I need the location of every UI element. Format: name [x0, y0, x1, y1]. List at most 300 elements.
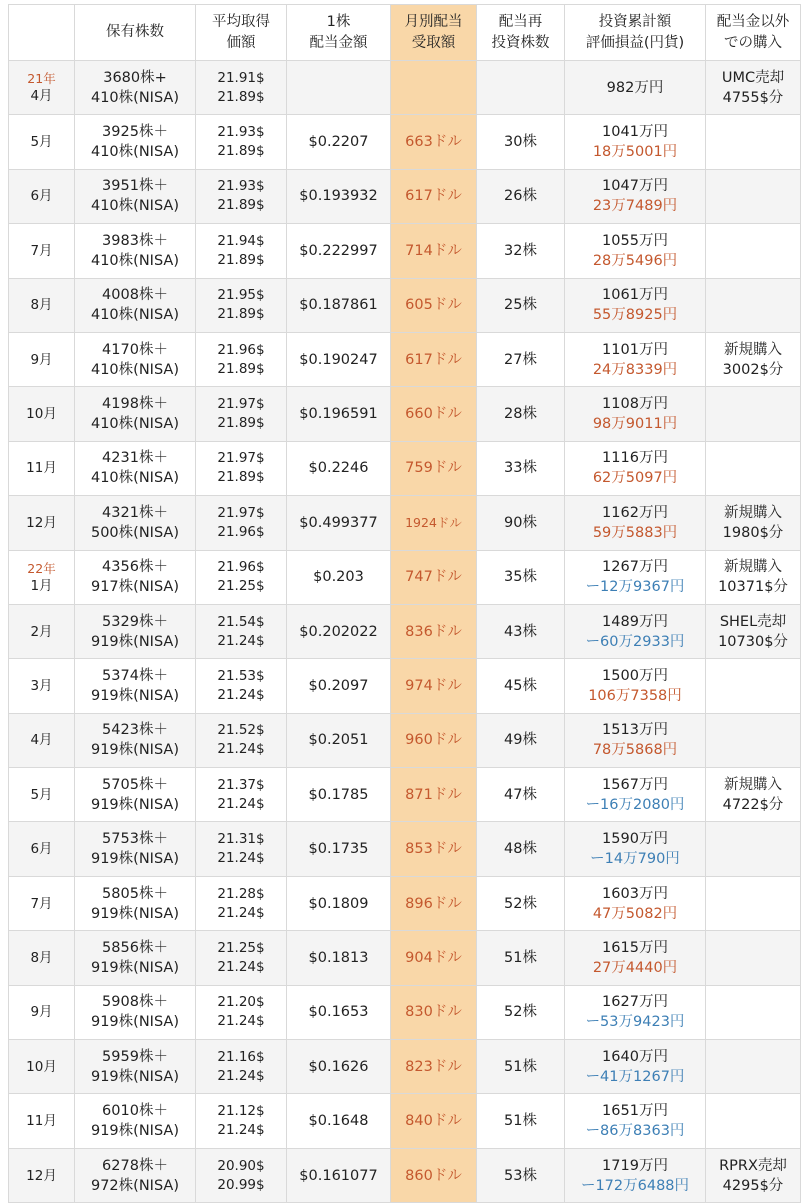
- investment-total: 1513万円: [602, 722, 668, 739]
- valuation-cell: [565, 659, 706, 713]
- header-reinvest-line1: 配当再: [498, 13, 543, 30]
- investment-total: 1116万円: [602, 450, 668, 467]
- month-label: 12月: [26, 514, 57, 531]
- shares-taxable: 4356株＋: [102, 559, 168, 576]
- month-cell: [9, 332, 75, 386]
- avg-price-nisa: 21.24$: [217, 632, 265, 649]
- monthly-dividend-cell: 747ドル: [391, 550, 477, 604]
- investment-total: 1603万円: [602, 885, 668, 902]
- monthly-dividend-cell: 836ドル: [391, 604, 477, 658]
- valuation-cell: [565, 1040, 706, 1094]
- month-label: 5月: [30, 786, 53, 803]
- avg-price-cell: [196, 441, 287, 495]
- reinvest-shares-cell: 51株: [477, 1040, 565, 1094]
- month-cell: [9, 768, 75, 822]
- monthly-dividend-cell: 871ドル: [391, 768, 477, 822]
- monthly-dividend-cell: 840ドル: [391, 1094, 477, 1148]
- avg-price-cell: [196, 278, 287, 332]
- valuation-cell: [565, 332, 706, 386]
- profit-loss: ー12万9367円: [585, 579, 685, 596]
- profit-loss: ー41万1267円: [585, 1068, 685, 1085]
- dividend-per-share-cell: $0.190247: [287, 332, 391, 386]
- month-cell: [9, 1040, 75, 1094]
- reinvest-shares-cell: 32株: [477, 224, 565, 278]
- month-label: 7月: [30, 895, 53, 912]
- header-reinvest: [477, 5, 565, 61]
- other-purchase-cell: [706, 115, 801, 169]
- monthly-dividend-cell: 617ドル: [391, 332, 477, 386]
- avg-price-nisa: 21.89$: [217, 88, 265, 105]
- dividend-per-share-cell: $0.1648: [287, 1094, 391, 1148]
- shares-cell: [75, 604, 196, 658]
- investment-total: 1500万円: [602, 667, 668, 684]
- avg-price-nisa: 21.24$: [217, 795, 265, 812]
- reinvest-shares-cell: 33株: [477, 441, 565, 495]
- month-label: 5月: [30, 134, 53, 151]
- dividend-per-share-cell: [287, 61, 391, 115]
- reinvest-shares-cell: 48株: [477, 822, 565, 876]
- avg-price-nisa: 21.24$: [217, 904, 265, 921]
- monthly-dividend-cell: 853ドル: [391, 822, 477, 876]
- header-div-line1: 月別配当: [404, 13, 463, 30]
- avg-price-cell: [196, 713, 287, 767]
- avg-price-cell: [196, 332, 287, 386]
- profit-loss: 98万9011円: [592, 416, 678, 433]
- shares-nisa: 919株(NISA): [90, 796, 179, 813]
- table-row: [9, 169, 801, 223]
- shares-taxable: 5374株＋: [102, 667, 168, 684]
- shares-nisa: 919株(NISA): [90, 851, 179, 868]
- other-purchase-line2: 3002$分: [722, 361, 784, 378]
- shares-taxable: 6278株＋: [102, 1157, 168, 1174]
- table-row: [9, 822, 801, 876]
- monthly-dividend-cell: 974ドル: [391, 659, 477, 713]
- profit-loss: 28万5496円: [592, 252, 678, 269]
- shares-taxable: 5856株＋: [102, 939, 168, 956]
- avg-price-cell: [196, 496, 287, 550]
- month-label: 12月: [26, 1167, 57, 1184]
- reinvest-shares-cell: 27株: [477, 332, 565, 386]
- table-body: [9, 61, 801, 1203]
- month-cell: [9, 441, 75, 495]
- other-purchase-line1: RPRX売却: [719, 1157, 787, 1174]
- profit-loss: ー16万2080円: [585, 796, 685, 813]
- header-other-line2: での購入: [724, 34, 782, 51]
- avg-price-nisa: 21.24$: [217, 1122, 265, 1139]
- shares-cell: [75, 768, 196, 822]
- profit-loss: 18万5001円: [592, 144, 678, 161]
- month-cell: [9, 169, 75, 223]
- header-monthly-dividend: [391, 5, 477, 61]
- reinvest-shares-cell: [477, 61, 565, 115]
- valuation-cell: [565, 985, 706, 1039]
- avg-price-cell: [196, 985, 287, 1039]
- avg-price-cell: [196, 931, 287, 985]
- month-cell: [9, 278, 75, 332]
- reinvest-shares-cell: 45株: [477, 659, 565, 713]
- avg-price-nisa: 21.89$: [217, 197, 265, 214]
- profit-loss: 24万8339円: [592, 361, 678, 378]
- profit-loss: ー60万2933円: [585, 633, 685, 650]
- table-row: [9, 604, 801, 658]
- shares-taxable: 3983株＋: [102, 232, 168, 249]
- other-purchase-cell: [706, 278, 801, 332]
- avg-price-cell: [196, 768, 287, 822]
- month-cell: [9, 713, 75, 767]
- reinvest-shares-cell: 51株: [477, 1094, 565, 1148]
- table-row: [9, 61, 801, 115]
- month-label: 9月: [30, 351, 53, 368]
- avg-price-nisa: 21.96$: [217, 523, 265, 540]
- avg-price-taxable: 21.96$: [217, 559, 265, 576]
- avg-price-nisa: 21.89$: [217, 306, 265, 323]
- month-cell: [9, 985, 75, 1039]
- other-purchase-cell: [706, 659, 801, 713]
- other-purchase-cell: [706, 985, 801, 1039]
- month-label: 9月: [30, 1004, 53, 1021]
- avg-price-nisa: 21.24$: [217, 958, 265, 975]
- table-row: [9, 115, 801, 169]
- monthly-dividend-cell: 605ドル: [391, 278, 477, 332]
- reinvest-shares-cell: 35株: [477, 550, 565, 604]
- shares-cell: [75, 931, 196, 985]
- avg-price-nisa: 21.24$: [217, 741, 265, 758]
- shares-taxable: 4231株＋: [102, 450, 168, 467]
- other-purchase-cell: [706, 550, 801, 604]
- month-label: 6月: [30, 841, 53, 858]
- other-purchase-cell: [706, 822, 801, 876]
- month-label: 1月: [30, 577, 53, 594]
- shares-cell: [75, 115, 196, 169]
- table-row: [9, 224, 801, 278]
- avg-price-cell: [196, 604, 287, 658]
- valuation-cell: [565, 278, 706, 332]
- profit-loss: 62万5097円: [592, 470, 678, 487]
- reinvest-shares-cell: 43株: [477, 604, 565, 658]
- valuation-cell: [565, 1148, 706, 1202]
- shares-cell: [75, 550, 196, 604]
- table-row: [9, 441, 801, 495]
- shares-nisa: 410株(NISA): [90, 252, 179, 269]
- avg-price-taxable: 21.96$: [217, 341, 265, 358]
- avg-price-cell: [196, 1094, 287, 1148]
- month-label: 3月: [30, 677, 53, 694]
- reinvest-shares-cell: 25株: [477, 278, 565, 332]
- shares-nisa: 410株(NISA): [90, 198, 179, 215]
- dividend-per-share-cell: $0.1626: [287, 1040, 391, 1094]
- header-reinvest-line2: 投資株数: [491, 34, 550, 51]
- valuation-cell: [565, 822, 706, 876]
- monthly-dividend-cell: 860ドル: [391, 1148, 477, 1202]
- investment-total: 1640万円: [602, 1048, 668, 1065]
- month-cell: [9, 61, 75, 115]
- avg-price-nisa: 21.89$: [217, 415, 265, 432]
- table-row: [9, 659, 801, 713]
- investment-total: 1162万円: [602, 504, 668, 521]
- other-purchase-line2: 4722$分: [722, 796, 784, 813]
- shares-taxable: 4170株＋: [102, 341, 168, 358]
- avg-price-taxable: 21.31$: [217, 831, 265, 848]
- profit-loss: 55万8925円: [592, 307, 678, 324]
- other-purchase-line2: 4295$分: [722, 1177, 784, 1194]
- valuation-cell: [565, 768, 706, 822]
- dividend-per-share-cell: $0.202022: [287, 604, 391, 658]
- avg-price-cell: [196, 550, 287, 604]
- other-purchase-cell: [706, 604, 801, 658]
- avg-price-nisa: 21.24$: [217, 850, 265, 867]
- monthly-dividend-cell: 714ドル: [391, 224, 477, 278]
- shares-cell: [75, 1094, 196, 1148]
- month-cell: [9, 1094, 75, 1148]
- monthly-dividend-cell: 830ドル: [391, 985, 477, 1039]
- investment-total: 1615万円: [602, 939, 668, 956]
- profit-loss: ー172万6488円: [580, 1177, 690, 1194]
- valuation-cell: [565, 713, 706, 767]
- avg-price-taxable: 21.52$: [217, 722, 265, 739]
- reinvest-shares-cell: 49株: [477, 713, 565, 767]
- avg-price-nisa: 21.25$: [217, 578, 265, 595]
- monthly-dividend-cell: 759ドル: [391, 441, 477, 495]
- shares-nisa: 410株(NISA): [90, 361, 179, 378]
- valuation-cell: [565, 61, 706, 115]
- header-valuation: [565, 5, 706, 61]
- month-cell: [9, 115, 75, 169]
- other-purchase-cell: [706, 768, 801, 822]
- investment-total: 1041万円: [602, 124, 668, 141]
- valuation-cell: [565, 496, 706, 550]
- avg-price-taxable: 21.93$: [217, 178, 265, 195]
- shares-taxable: 5329株＋: [102, 613, 168, 630]
- shares-nisa: 919株(NISA): [90, 1014, 179, 1031]
- header-dps-line1: 1株: [326, 13, 351, 30]
- dividend-per-share-cell: $0.203: [287, 550, 391, 604]
- header-month: [9, 5, 75, 61]
- monthly-dividend-cell: 904ドル: [391, 931, 477, 985]
- investment-total: 1055万円: [602, 232, 668, 249]
- profit-loss: 78万5868円: [592, 742, 678, 759]
- investment-total: 1489万円: [602, 613, 668, 630]
- dividend-table: [8, 4, 801, 1203]
- other-purchase-cell: [706, 387, 801, 441]
- month-label: 10月: [26, 406, 57, 423]
- investment-total: 1047万円: [602, 178, 668, 195]
- other-purchase-line1: 新規購入: [724, 341, 782, 358]
- month-label: 4月: [30, 732, 53, 749]
- reinvest-shares-cell: 26株: [477, 169, 565, 223]
- monthly-dividend-cell: 660ドル: [391, 387, 477, 441]
- shares-taxable: 6010株＋: [102, 1103, 168, 1120]
- dividend-per-share-cell: $0.161077: [287, 1148, 391, 1202]
- header-dps-line2: 配当金額: [309, 34, 368, 51]
- year-label: 22年: [27, 560, 56, 576]
- table-row: [9, 985, 801, 1039]
- profit-loss: 47万5082円: [592, 905, 678, 922]
- shares-cell: [75, 441, 196, 495]
- dividend-per-share-cell: $0.196591: [287, 387, 391, 441]
- shares-nisa: 919株(NISA): [90, 633, 179, 650]
- valuation-cell: [565, 876, 706, 930]
- shares-nisa: 919株(NISA): [90, 1123, 179, 1140]
- reinvest-shares-cell: 28株: [477, 387, 565, 441]
- avg-price-taxable: 21.91$: [217, 69, 265, 86]
- avg-price-cell: [196, 61, 287, 115]
- shares-taxable: 5753株＋: [102, 831, 168, 848]
- valuation-cell: [565, 224, 706, 278]
- shares-cell: [75, 387, 196, 441]
- shares-nisa: 410株(NISA): [90, 470, 179, 487]
- avg-price-taxable: 21.25$: [217, 939, 265, 956]
- other-purchase-line1: 新規購入: [724, 504, 782, 521]
- valuation-cell: [565, 550, 706, 604]
- avg-price-nisa: 21.89$: [217, 143, 265, 160]
- table-row: [9, 387, 801, 441]
- shares-nisa: 917株(NISA): [90, 579, 179, 596]
- shares-cell: [75, 713, 196, 767]
- month-cell: [9, 224, 75, 278]
- avg-price-taxable: 21.12$: [217, 1103, 265, 1120]
- table-row: [9, 1094, 801, 1148]
- table-row: [9, 931, 801, 985]
- avg-price-taxable: 20.90$: [217, 1157, 265, 1174]
- shares-cell: [75, 278, 196, 332]
- shares-taxable: 5705株＋: [102, 776, 168, 793]
- avg-price-taxable: 21.20$: [217, 994, 265, 1011]
- other-purchase-line1: SHEL売却: [719, 613, 787, 630]
- avg-price-nisa: 21.24$: [217, 686, 265, 703]
- header-avg-price-line2: 価額: [226, 34, 256, 51]
- shares-cell: [75, 659, 196, 713]
- month-cell: [9, 659, 75, 713]
- avg-price-cell: [196, 822, 287, 876]
- investment-total: 1651万円: [602, 1103, 668, 1120]
- table-row: [9, 1040, 801, 1094]
- shares-nisa: 919株(NISA): [90, 905, 179, 922]
- other-purchase-cell: [706, 332, 801, 386]
- avg-price-nisa: 21.24$: [217, 1013, 265, 1030]
- avg-price-taxable: 21.54$: [217, 613, 265, 630]
- other-purchase-line2: 4755$分: [722, 89, 784, 106]
- profit-loss: ー14万790円: [590, 851, 680, 868]
- avg-price-taxable: 21.16$: [217, 1048, 265, 1065]
- table-row: [9, 768, 801, 822]
- shares-cell: [75, 169, 196, 223]
- avg-price-nisa: 20.99$: [217, 1176, 265, 1193]
- dividend-per-share-cell: $0.499377: [287, 496, 391, 550]
- table-row: [9, 876, 801, 930]
- table-row: [9, 278, 801, 332]
- header-avg-price: [196, 5, 287, 61]
- avg-price-taxable: 21.97$: [217, 450, 265, 467]
- profit-loss: 27万4440円: [592, 959, 678, 976]
- avg-price-taxable: 21.37$: [217, 776, 265, 793]
- table-row: [9, 550, 801, 604]
- shares-nisa: 972株(NISA): [90, 1177, 179, 1194]
- dividend-per-share-cell: $0.1785: [287, 768, 391, 822]
- shares-cell: [75, 1148, 196, 1202]
- month-label: 8月: [30, 949, 53, 966]
- dividend-per-share-cell: $0.1813: [287, 931, 391, 985]
- valuation-cell: [565, 604, 706, 658]
- other-purchase-cell: [706, 713, 801, 767]
- shares-cell: [75, 332, 196, 386]
- shares-nisa: 500株(NISA): [90, 524, 179, 541]
- reinvest-shares-cell: 53株: [477, 1148, 565, 1202]
- other-purchase-cell: [706, 1148, 801, 1202]
- avg-price-taxable: 21.95$: [217, 287, 265, 304]
- avg-price-taxable: 21.97$: [217, 504, 265, 521]
- header-div-line2: 受取額: [411, 34, 456, 51]
- dividend-per-share-cell: $0.2051: [287, 713, 391, 767]
- shares-cell: [75, 1040, 196, 1094]
- monthly-dividend-cell: [391, 61, 477, 115]
- shares-taxable: 5959株＋: [102, 1048, 168, 1065]
- other-purchase-cell: [706, 224, 801, 278]
- dividend-per-share-cell: $0.1653: [287, 985, 391, 1039]
- table-row: [9, 713, 801, 767]
- valuation-cell: [565, 931, 706, 985]
- month-label: 7月: [30, 242, 53, 259]
- avg-price-cell: [196, 169, 287, 223]
- other-purchase-cell: [706, 496, 801, 550]
- shares-taxable: 5805株＋: [102, 885, 168, 902]
- table-row: [9, 332, 801, 386]
- other-purchase-line2: 10371$分: [718, 579, 788, 596]
- shares-nisa: 410株(NISA): [90, 144, 179, 161]
- header-other-line1: 配当金以外: [716, 13, 790, 30]
- header-valuation-line1: 投資累計額: [598, 13, 672, 30]
- shares-nisa: 919株(NISA): [90, 1068, 179, 1085]
- profit-loss: 23万7489円: [592, 198, 678, 215]
- year-label: 21年: [27, 71, 56, 87]
- shares-nisa: 919株(NISA): [90, 959, 179, 976]
- month-cell: [9, 876, 75, 930]
- dividend-per-share-cell: $0.2097: [287, 659, 391, 713]
- shares-nisa: 410株(NISA): [90, 307, 179, 324]
- month-label: 10月: [26, 1058, 57, 1075]
- monthly-dividend-cell: 960ドル: [391, 713, 477, 767]
- avg-price-cell: [196, 224, 287, 278]
- shares-nisa: 410株(NISA): [90, 416, 179, 433]
- shares-taxable: 5423株＋: [102, 722, 168, 739]
- avg-price-cell: [196, 876, 287, 930]
- month-cell: [9, 822, 75, 876]
- shares-taxable: 4198株＋: [102, 396, 168, 413]
- shares-taxable: 5908株＋: [102, 994, 168, 1011]
- other-purchase-line1: 新規購入: [724, 559, 782, 576]
- avg-price-cell: [196, 1040, 287, 1094]
- shares-taxable: 4008株＋: [102, 287, 168, 304]
- reinvest-shares-cell: 52株: [477, 985, 565, 1039]
- month-label: 11月: [26, 460, 57, 477]
- month-cell: [9, 387, 75, 441]
- month-label: 2月: [30, 623, 53, 640]
- valuation-cell: [565, 115, 706, 169]
- avg-price-cell: [196, 387, 287, 441]
- month-cell: [9, 931, 75, 985]
- avg-price-taxable: 21.97$: [217, 396, 265, 413]
- other-purchase-cell: [706, 1094, 801, 1148]
- other-purchase-cell: [706, 441, 801, 495]
- header-avg-price-line1: 平均取得: [212, 13, 270, 30]
- investment-total: 1719万円: [602, 1157, 668, 1174]
- profit-loss: 59万5883円: [592, 524, 678, 541]
- monthly-dividend-cell: 896ドル: [391, 876, 477, 930]
- shares-cell: [75, 876, 196, 930]
- profit-loss: 106万7358円: [588, 687, 682, 704]
- avg-price-nisa: 21.89$: [217, 469, 265, 486]
- month-cell: [9, 1148, 75, 1202]
- reinvest-shares-cell: 47株: [477, 768, 565, 822]
